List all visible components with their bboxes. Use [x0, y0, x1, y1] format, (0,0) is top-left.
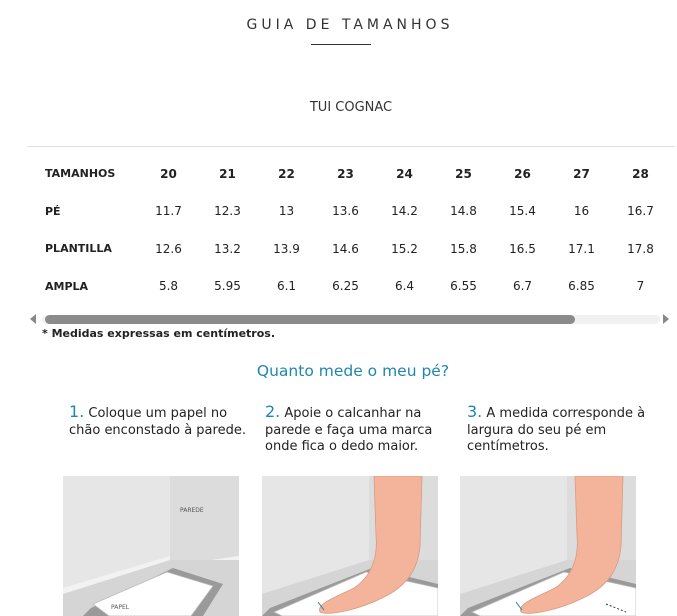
step-text: Coloque um papel no chão enconstado à parede. [69, 406, 246, 438]
table-cell: 14.6 [332, 241, 359, 256]
table-cell: 16 [573, 204, 590, 219]
page-title: GUIA DE TAMANHOS [246, 17, 454, 33]
table-cell: 6.25 [332, 279, 359, 294]
scroll-right-arrow-icon[interactable] [663, 314, 669, 324]
table-cell: 6.4 [394, 279, 415, 294]
illustration-paper-on-floor [63, 476, 239, 616]
table-cell: 12.6 [155, 241, 182, 256]
row-label: PLANTILLA [45, 242, 112, 256]
measurement-note: * Medidas expressas em centímetros. [42, 327, 275, 340]
step-1 [69, 404, 254, 439]
table-cell: 16.7 [627, 204, 654, 219]
step-text: Apoie o calcanhar na parede e faça uma marca onde fica o dedo maior. [265, 406, 433, 454]
table-cell: 7 [636, 279, 645, 294]
table-cell: 6.55 [450, 279, 477, 294]
scrollbar-thumb[interactable] [45, 315, 575, 324]
step-number: 3. [467, 402, 483, 421]
table-cell: 15.4 [509, 204, 536, 219]
table-cell: 6.7 [512, 279, 533, 294]
table-cell: 15.8 [450, 241, 477, 256]
table-cell: 16.5 [509, 241, 536, 256]
divider [27, 146, 675, 147]
wall-label: PAREDE [180, 507, 204, 514]
table-row [38, 230, 670, 268]
step-2 [265, 404, 450, 456]
size-header: 21 [219, 166, 236, 181]
table-cell: 15.2 [391, 241, 418, 256]
table-cell: 14.2 [391, 204, 418, 219]
table-header-label: TAMANHOS [45, 167, 116, 181]
size-header: 23 [337, 166, 354, 181]
size-header: 26 [514, 166, 531, 181]
illustration-foot-measure [460, 476, 636, 616]
table-cell: 13.6 [332, 204, 359, 219]
title-underline [311, 44, 371, 45]
product-name: TUI COGNAC [309, 100, 393, 115]
table-cell: 12.3 [214, 204, 241, 219]
step-number: 1. [69, 402, 85, 421]
table-cell: 6.85 [568, 279, 595, 294]
size-header: 27 [573, 166, 590, 181]
scroll-left-arrow-icon[interactable] [30, 314, 36, 324]
horizontal-scrollbar[interactable] [30, 311, 675, 327]
row-label: PÉ [45, 204, 61, 218]
size-header: 22 [278, 166, 295, 181]
row-label: AMPLA [45, 279, 89, 293]
howto-title: Quanto mede o meu pé? [256, 362, 450, 380]
size-header: 28 [632, 166, 649, 181]
paper-label: PAPEL [111, 604, 130, 611]
table-cell: 13 [278, 204, 295, 219]
table-cell: 6.1 [276, 279, 297, 294]
table-cell: 5.95 [214, 279, 241, 294]
size-table [38, 155, 670, 305]
table-cell: 17.1 [568, 241, 595, 256]
illustration-foot-mark [262, 476, 438, 616]
table-row [38, 268, 670, 306]
table-cell: 17.8 [627, 241, 654, 256]
size-header: 24 [396, 166, 413, 181]
step-text: A medida corresponde à largura do seu pé em centímetros. [467, 406, 646, 454]
step-3 [467, 404, 652, 456]
step-number: 2. [265, 402, 281, 421]
table-header-row [38, 155, 670, 193]
size-header: 20 [160, 166, 177, 181]
table-cell: 5.8 [158, 279, 179, 294]
table-cell: 11.7 [155, 204, 182, 219]
table-row [38, 193, 670, 231]
table-cell: 13.2 [214, 241, 241, 256]
table-cell: 14.8 [450, 204, 477, 219]
table-cell: 13.9 [273, 241, 300, 256]
size-header: 25 [455, 166, 472, 181]
